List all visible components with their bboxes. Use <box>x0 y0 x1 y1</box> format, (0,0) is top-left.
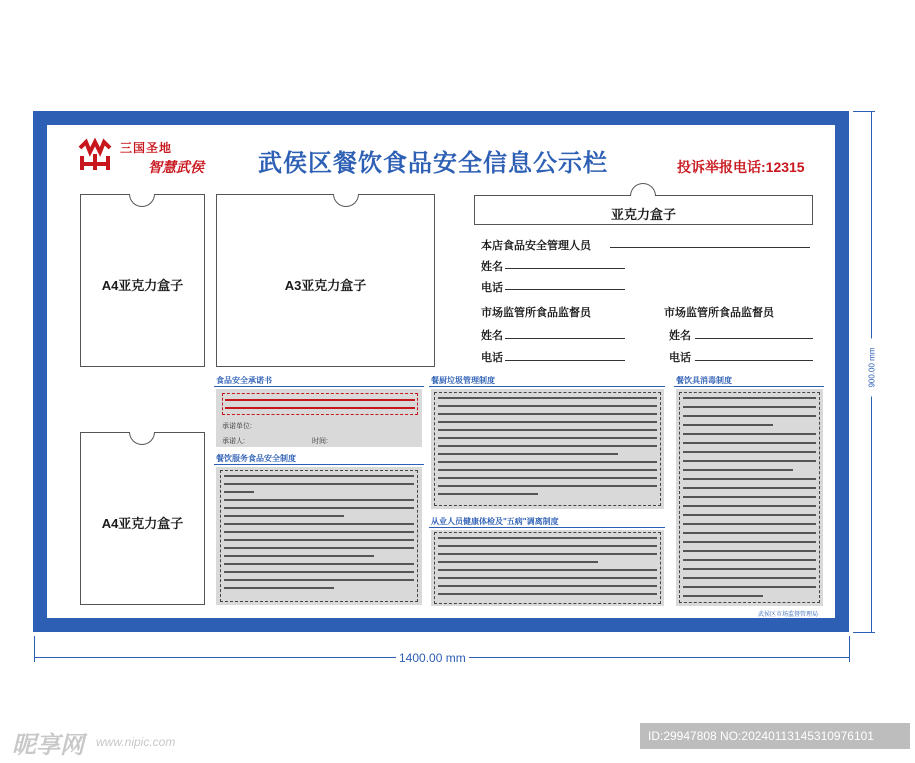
waste-text-line <box>438 437 657 439</box>
logo-text-line1: 三国圣地 <box>120 141 173 155</box>
manager-name-label: 姓名 <box>481 261 503 273</box>
disinfect-text-line <box>683 460 816 462</box>
waste-text-line <box>438 445 657 447</box>
disinfect-text-line <box>683 496 816 498</box>
footer-authority: 武侯区市场监督管理局 <box>758 612 819 618</box>
supervisor-right-phone-label: 电话 <box>669 352 691 364</box>
promise-text-line <box>225 399 415 401</box>
service-text-line <box>224 475 414 477</box>
watermark-url: www.nipic.com <box>96 735 176 749</box>
section-rule <box>429 527 665 528</box>
box-label: 亚克力盒子 <box>610 207 676 222</box>
manager-phone-label: 电话 <box>481 282 503 294</box>
height-dimension-label: 900.00 mm <box>868 339 877 397</box>
health-text-line <box>438 537 657 539</box>
height-dimension-tick-top <box>853 111 875 112</box>
supervisor-right-name-label: 姓名 <box>669 330 691 342</box>
waste-text-line <box>438 405 657 407</box>
disinfect-text-line <box>683 595 763 597</box>
section-title-waste: 餐厨垃圾管理制度 <box>431 376 495 385</box>
promise-time-label: 时间: <box>312 438 328 445</box>
promise-text-box <box>222 393 418 415</box>
watermark-brand: 昵享网 <box>12 732 84 759</box>
supervisor-left-phone-line <box>505 360 625 361</box>
section-rule <box>214 464 424 465</box>
waste-text-line <box>438 453 618 455</box>
waste-text-line <box>438 493 538 495</box>
disinfect-text-line <box>683 586 816 588</box>
disinfect-text-line <box>683 469 793 471</box>
service-text-line <box>224 539 414 541</box>
service-text-box <box>220 470 418 602</box>
disinfect-text-line <box>683 442 816 444</box>
acrylic-box-top-right <box>474 195 813 225</box>
health-text-line <box>438 561 598 563</box>
a3-acrylic-box <box>216 194 435 367</box>
manager-name-line <box>505 268 625 269</box>
disinfect-text-line <box>683 478 816 480</box>
promise-unit-label: 承诺单位: <box>222 423 252 430</box>
service-text-line <box>224 571 414 573</box>
supervisor-left-phone-label: 电话 <box>481 352 503 364</box>
supervisor-left-name-line <box>505 338 625 339</box>
waste-text-line <box>438 485 657 487</box>
supervisor-right-phone-line <box>695 360 813 361</box>
waste-text-line <box>438 429 657 431</box>
section-rule <box>429 386 665 387</box>
disinfect-text-line <box>683 568 816 570</box>
supervisor-left-label: 市场监管所食品监督员 <box>481 307 591 319</box>
service-text-line <box>224 515 344 517</box>
service-text-line <box>224 507 414 509</box>
page-title: 武侯区餐饮食品安全信息公示栏 <box>258 150 608 177</box>
section-rule <box>214 386 424 387</box>
logo-text-line2: 智慧武侯 <box>148 159 204 175</box>
promise-text-line <box>225 407 415 409</box>
disinfect-text-line <box>683 559 816 561</box>
service-text-line <box>224 579 414 581</box>
logo-icon <box>76 138 114 174</box>
box-label: A3亚克力盒子 <box>284 278 367 293</box>
waste-text-line <box>438 397 657 399</box>
section-title-health: 从业人员健康体检及"五病"调离制度 <box>431 517 559 526</box>
disinfect-text-line <box>683 550 816 552</box>
box-notch <box>129 432 155 445</box>
disinfect-text-line <box>683 514 816 516</box>
disinfect-text-line <box>683 523 816 525</box>
section-title-disinfect: 餐饮具消毒制度 <box>676 376 732 385</box>
width-dimension-label: 1400.00 mm <box>396 651 469 665</box>
waste-text-line <box>438 469 657 471</box>
service-text-line <box>224 531 414 533</box>
service-text-line <box>224 563 414 565</box>
service-text-line <box>224 555 374 557</box>
supervisor-left-name-label: 姓名 <box>481 330 503 342</box>
manager-label: 本店食品安全管理人员 <box>481 240 591 252</box>
service-text-line <box>224 491 254 493</box>
disinfect-text-line <box>683 505 816 507</box>
disinfect-text-line <box>683 397 816 399</box>
box-notch <box>333 194 359 207</box>
disinfect-text-line <box>683 451 816 453</box>
health-text-line <box>438 545 657 547</box>
health-text-line <box>438 593 657 595</box>
section-rule <box>674 386 824 387</box>
disinfect-text-line <box>683 487 816 489</box>
waste-text-line <box>438 461 657 463</box>
promise-person-label: 承诺人: <box>222 438 245 445</box>
service-text-line <box>224 587 334 589</box>
a4-acrylic-box-bottom <box>80 432 205 605</box>
box-label: A4亚克力盒子 <box>101 516 184 531</box>
supervisor-right-name-line <box>695 338 813 339</box>
disinfect-text-line <box>683 415 816 417</box>
waste-text-line <box>438 421 657 423</box>
health-text-line <box>438 553 657 555</box>
section-title-service: 餐饮服务食品安全制度 <box>216 454 296 463</box>
hotline-text: 投诉举报电话:12315 <box>677 159 805 175</box>
waste-text-line <box>438 413 657 415</box>
health-text-line <box>438 569 657 571</box>
health-text-line <box>438 585 657 587</box>
a4-acrylic-box-top <box>80 194 205 367</box>
section-title-promise: 食品安全承诺书 <box>216 376 272 385</box>
disinfect-text-line <box>683 532 816 534</box>
service-text-line <box>224 499 414 501</box>
waste-text-line <box>438 477 657 479</box>
height-dimension-tick-bottom <box>853 632 875 633</box>
waste-text-box <box>434 392 661 506</box>
manager-phone-line <box>505 289 625 290</box>
service-text-line <box>224 523 414 525</box>
width-dimension-tick-left <box>34 636 35 662</box>
disinfect-text-line <box>683 541 816 543</box>
box-label: A4亚克力盒子 <box>101 278 184 293</box>
disinfect-text-line <box>683 577 816 579</box>
watermark-id: ID:29947808 NO:20240113145310976101 <box>640 723 910 749</box>
disinfect-text-line <box>683 406 816 408</box>
box-notch <box>129 194 155 207</box>
disinfect-text-line <box>683 424 773 426</box>
service-text-line <box>224 547 414 549</box>
disinfect-text-line <box>683 433 816 435</box>
health-text-line <box>438 577 657 579</box>
service-text-line <box>224 483 414 485</box>
supervisor-right-label: 市场监管所食品监督员 <box>664 307 774 319</box>
manager-underline <box>610 247 810 248</box>
width-dimension-tick-right <box>849 636 850 662</box>
